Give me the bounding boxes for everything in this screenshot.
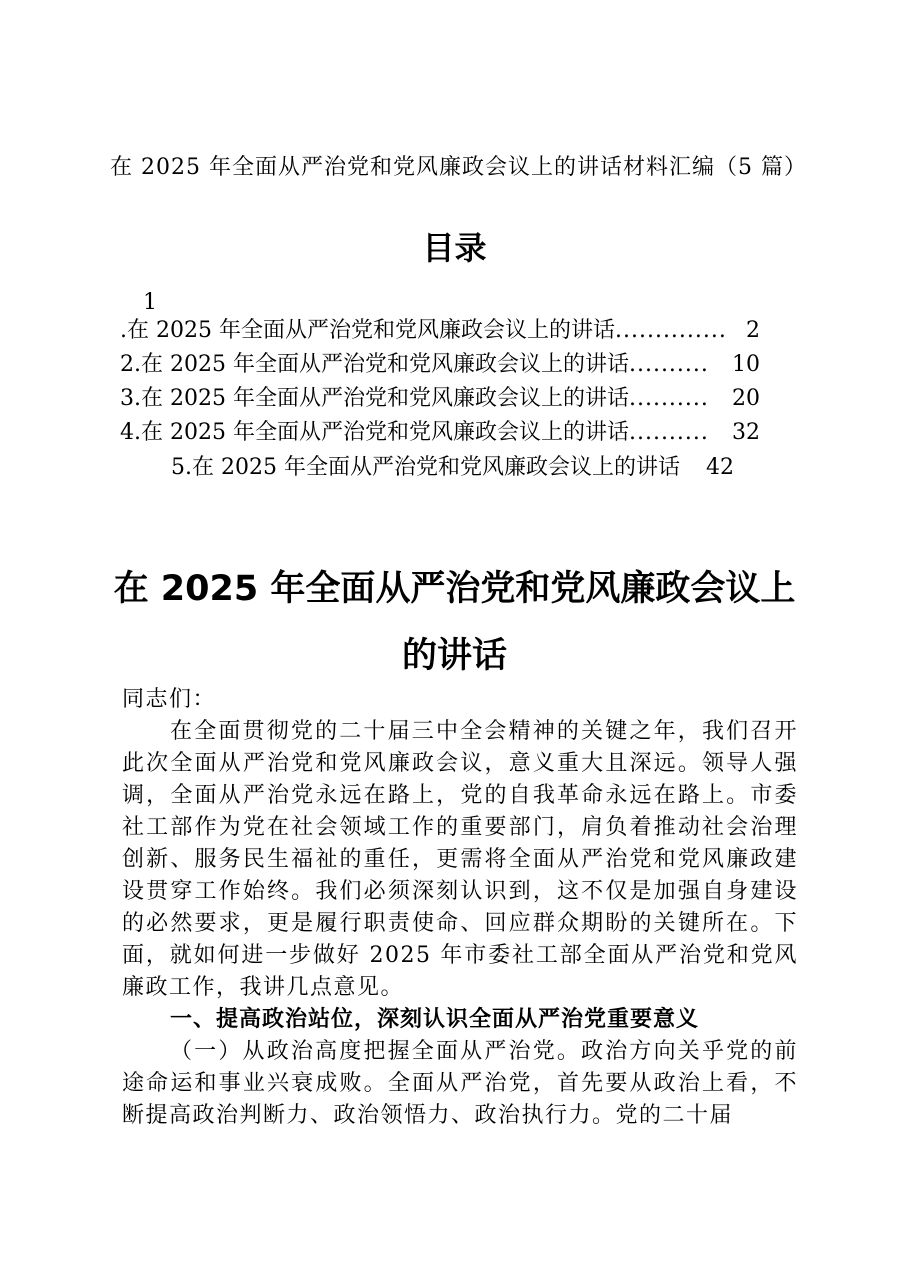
speech-body	[122, 684, 798, 1132]
greeting: 同志们：	[122, 687, 217, 712]
toc-item-2[interactable]	[120, 350, 760, 380]
toc-item-label: 2.在 2025 年全面从严治党和党风廉政会议上的讲话	[120, 352, 629, 377]
toc-item-label: 4.在 2025 年全面从严治党和党风廉政会议上的讲话	[120, 420, 629, 445]
toc-leader-dots: ..........	[628, 420, 709, 445]
toc-item-3[interactable]	[120, 384, 760, 414]
toc-leader-dots: ..........	[628, 386, 709, 411]
toc-item-label: 5.在 2025 年全面从严治党和党风廉政会议上的讲话	[171, 455, 680, 480]
toc-leader-dots: ..........	[628, 352, 709, 377]
toc-item-4[interactable]	[120, 418, 760, 448]
speech-title: 在 2025 年全面从严治党和党风廉政会议上的讲话	[113, 569, 796, 676]
paragraph: （一）从政治高度把握全面从严治党。政治方向关乎党的前途命运和事业兴衰成败。全面从严治党，首先要从政治上看，不断提高政治判断力、政治领悟力、政治执行力。党的二十届	[122, 1039, 798, 1128]
toc-item-5[interactable]	[171, 453, 734, 483]
section-heading: 一、提高政治站位，深刻认识全面从严治党重要意义	[170, 1007, 700, 1032]
toc-page-number: 2	[746, 318, 760, 343]
document-title: 在 2025 年全面从严治党和党风廉政会议上的讲话材料汇编（5 篇）	[110, 155, 807, 180]
toc-page-number: 20	[732, 386, 760, 411]
toc-item-label: .在 2025 年全面从严治党和党风廉政会议上的讲话	[120, 318, 615, 343]
toc-item-1[interactable]	[120, 316, 760, 346]
toc-heading: 目录	[422, 229, 487, 267]
toc-item-label: 3.在 2025 年全面从严治党和党风廉政会议上的讲话	[120, 386, 629, 411]
paragraph: 在全面贯彻党的二十届三中全会精神的关键之年，我们召开此次全面从严治党和党风廉政会议，意义重大且深远。领导人强调，全面从严治党永远在路上，党的自我革命永远在路上。市委社工部作为党在社会领域工作的重要部门，肩负着推动社会治理创新、服务民生福祉的重任，更需将全面从严治党和党风廉政建设贯穿工作始终。我们必须深刻认识到，这不仅是加强自身建设的必然要求，更是履行职责使命、回应群众期盼的关键所在。下面，就如何进一步做好 2025 年市委社工部全面从严治党和党风廉政工作，我讲几点意见。	[122, 719, 798, 1000]
toc-page-number: 42	[705, 455, 734, 480]
toc-page-number: 32	[732, 420, 760, 445]
toc-leader-dots: ..............	[614, 318, 727, 343]
toc-item-number: 1	[143, 290, 157, 315]
toc-page-number: 10	[732, 352, 760, 377]
